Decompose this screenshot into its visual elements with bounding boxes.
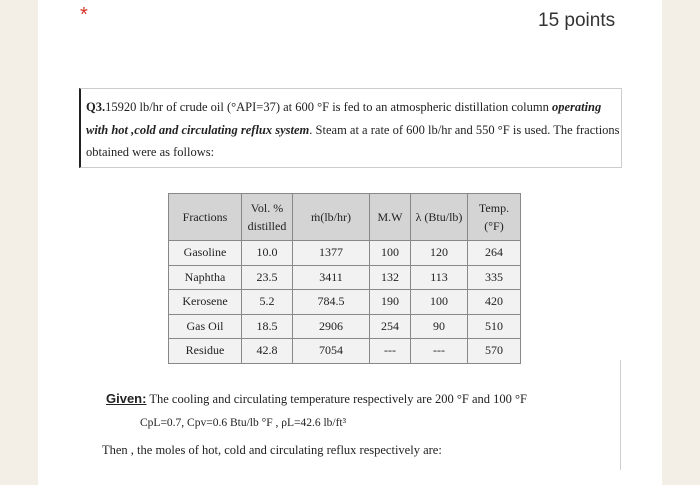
given-properties: CpL=0.7, Cpv=0.6 Btu/lb °F , ρL=42.6 lb/ft³ (140, 417, 347, 429)
cell-temp: 510 (468, 314, 521, 339)
cell-fraction: Naphtha (169, 265, 242, 290)
cell-temp: 335 (468, 265, 521, 290)
question-number: Q3. (86, 100, 106, 114)
cell-fraction: Gasoline (169, 241, 242, 266)
cell-fraction: Residue (169, 339, 242, 364)
table-row (169, 265, 521, 290)
cell-mass: 784.5 (293, 290, 370, 315)
cell-mw: 254 (370, 314, 411, 339)
cell-vol: 42.8 (242, 339, 293, 364)
given-text: The cooling and circulating temperature respectively are 200 °F and 100 °F (146, 392, 527, 406)
cell-lambda: --- (411, 339, 468, 364)
header-mass-flow: ṁ(lb/hr) (293, 194, 370, 241)
cell-vol: 23.5 (242, 265, 293, 290)
cell-mw: 100 (370, 241, 411, 266)
cell-vol: 18.5 (242, 314, 293, 339)
cell-temp: 420 (468, 290, 521, 315)
divider (620, 360, 621, 470)
cell-mw: 132 (370, 265, 411, 290)
question-emphasis: operating with hot ,cold and circulating reflux system (86, 100, 602, 137)
given-line (106, 391, 527, 407)
table-row (169, 339, 521, 364)
cell-vol: 10.0 (242, 241, 293, 266)
table-row (169, 241, 521, 266)
question-part1: 15920 lb/hr of crude oil (°API=37) at 600 °F is fed to an atmospheric distillation column (105, 100, 549, 114)
cell-lambda: 113 (411, 265, 468, 290)
cell-mass: 1377 (293, 241, 370, 266)
cell-vol: 5.2 (242, 290, 293, 315)
cell-temp: 570 (468, 339, 521, 364)
table-row (169, 290, 521, 315)
cell-mw: --- (370, 339, 411, 364)
cell-lambda: 90 (411, 314, 468, 339)
cell-temp: 264 (468, 241, 521, 266)
cell-fraction: Gas Oil (169, 314, 242, 339)
fractions-table (168, 193, 521, 364)
header-vol: Vol. % distilled (242, 194, 293, 241)
cell-lambda: 120 (411, 241, 468, 266)
table-row (169, 314, 521, 339)
cell-mw: 190 (370, 290, 411, 315)
cell-fraction: Kerosene (169, 290, 242, 315)
required-marker: * (80, 4, 88, 26)
header-lambda: λ (Btu/lb) (411, 194, 468, 241)
header-mw: M.W (370, 194, 411, 241)
cell-mass: 7054 (293, 339, 370, 364)
cell-mass: 2906 (293, 314, 370, 339)
cell-lambda: 100 (411, 290, 468, 315)
header-fractions: Fractions (169, 194, 242, 241)
header-temp: Temp. (°F) (468, 194, 521, 241)
then-text: Then , the moles of hot, cold and circulating reflux respectively are: (102, 443, 442, 457)
given-label: Given: (106, 391, 147, 406)
points-label: 15 points (538, 10, 616, 31)
question-part2: . Steam at a rate of 600 lb/hr and 550 °F is used. The fractions obtained were as follows: (86, 122, 620, 159)
cell-mass: 3411 (293, 265, 370, 290)
question-text (86, 96, 622, 164)
table-header-row (169, 194, 521, 241)
